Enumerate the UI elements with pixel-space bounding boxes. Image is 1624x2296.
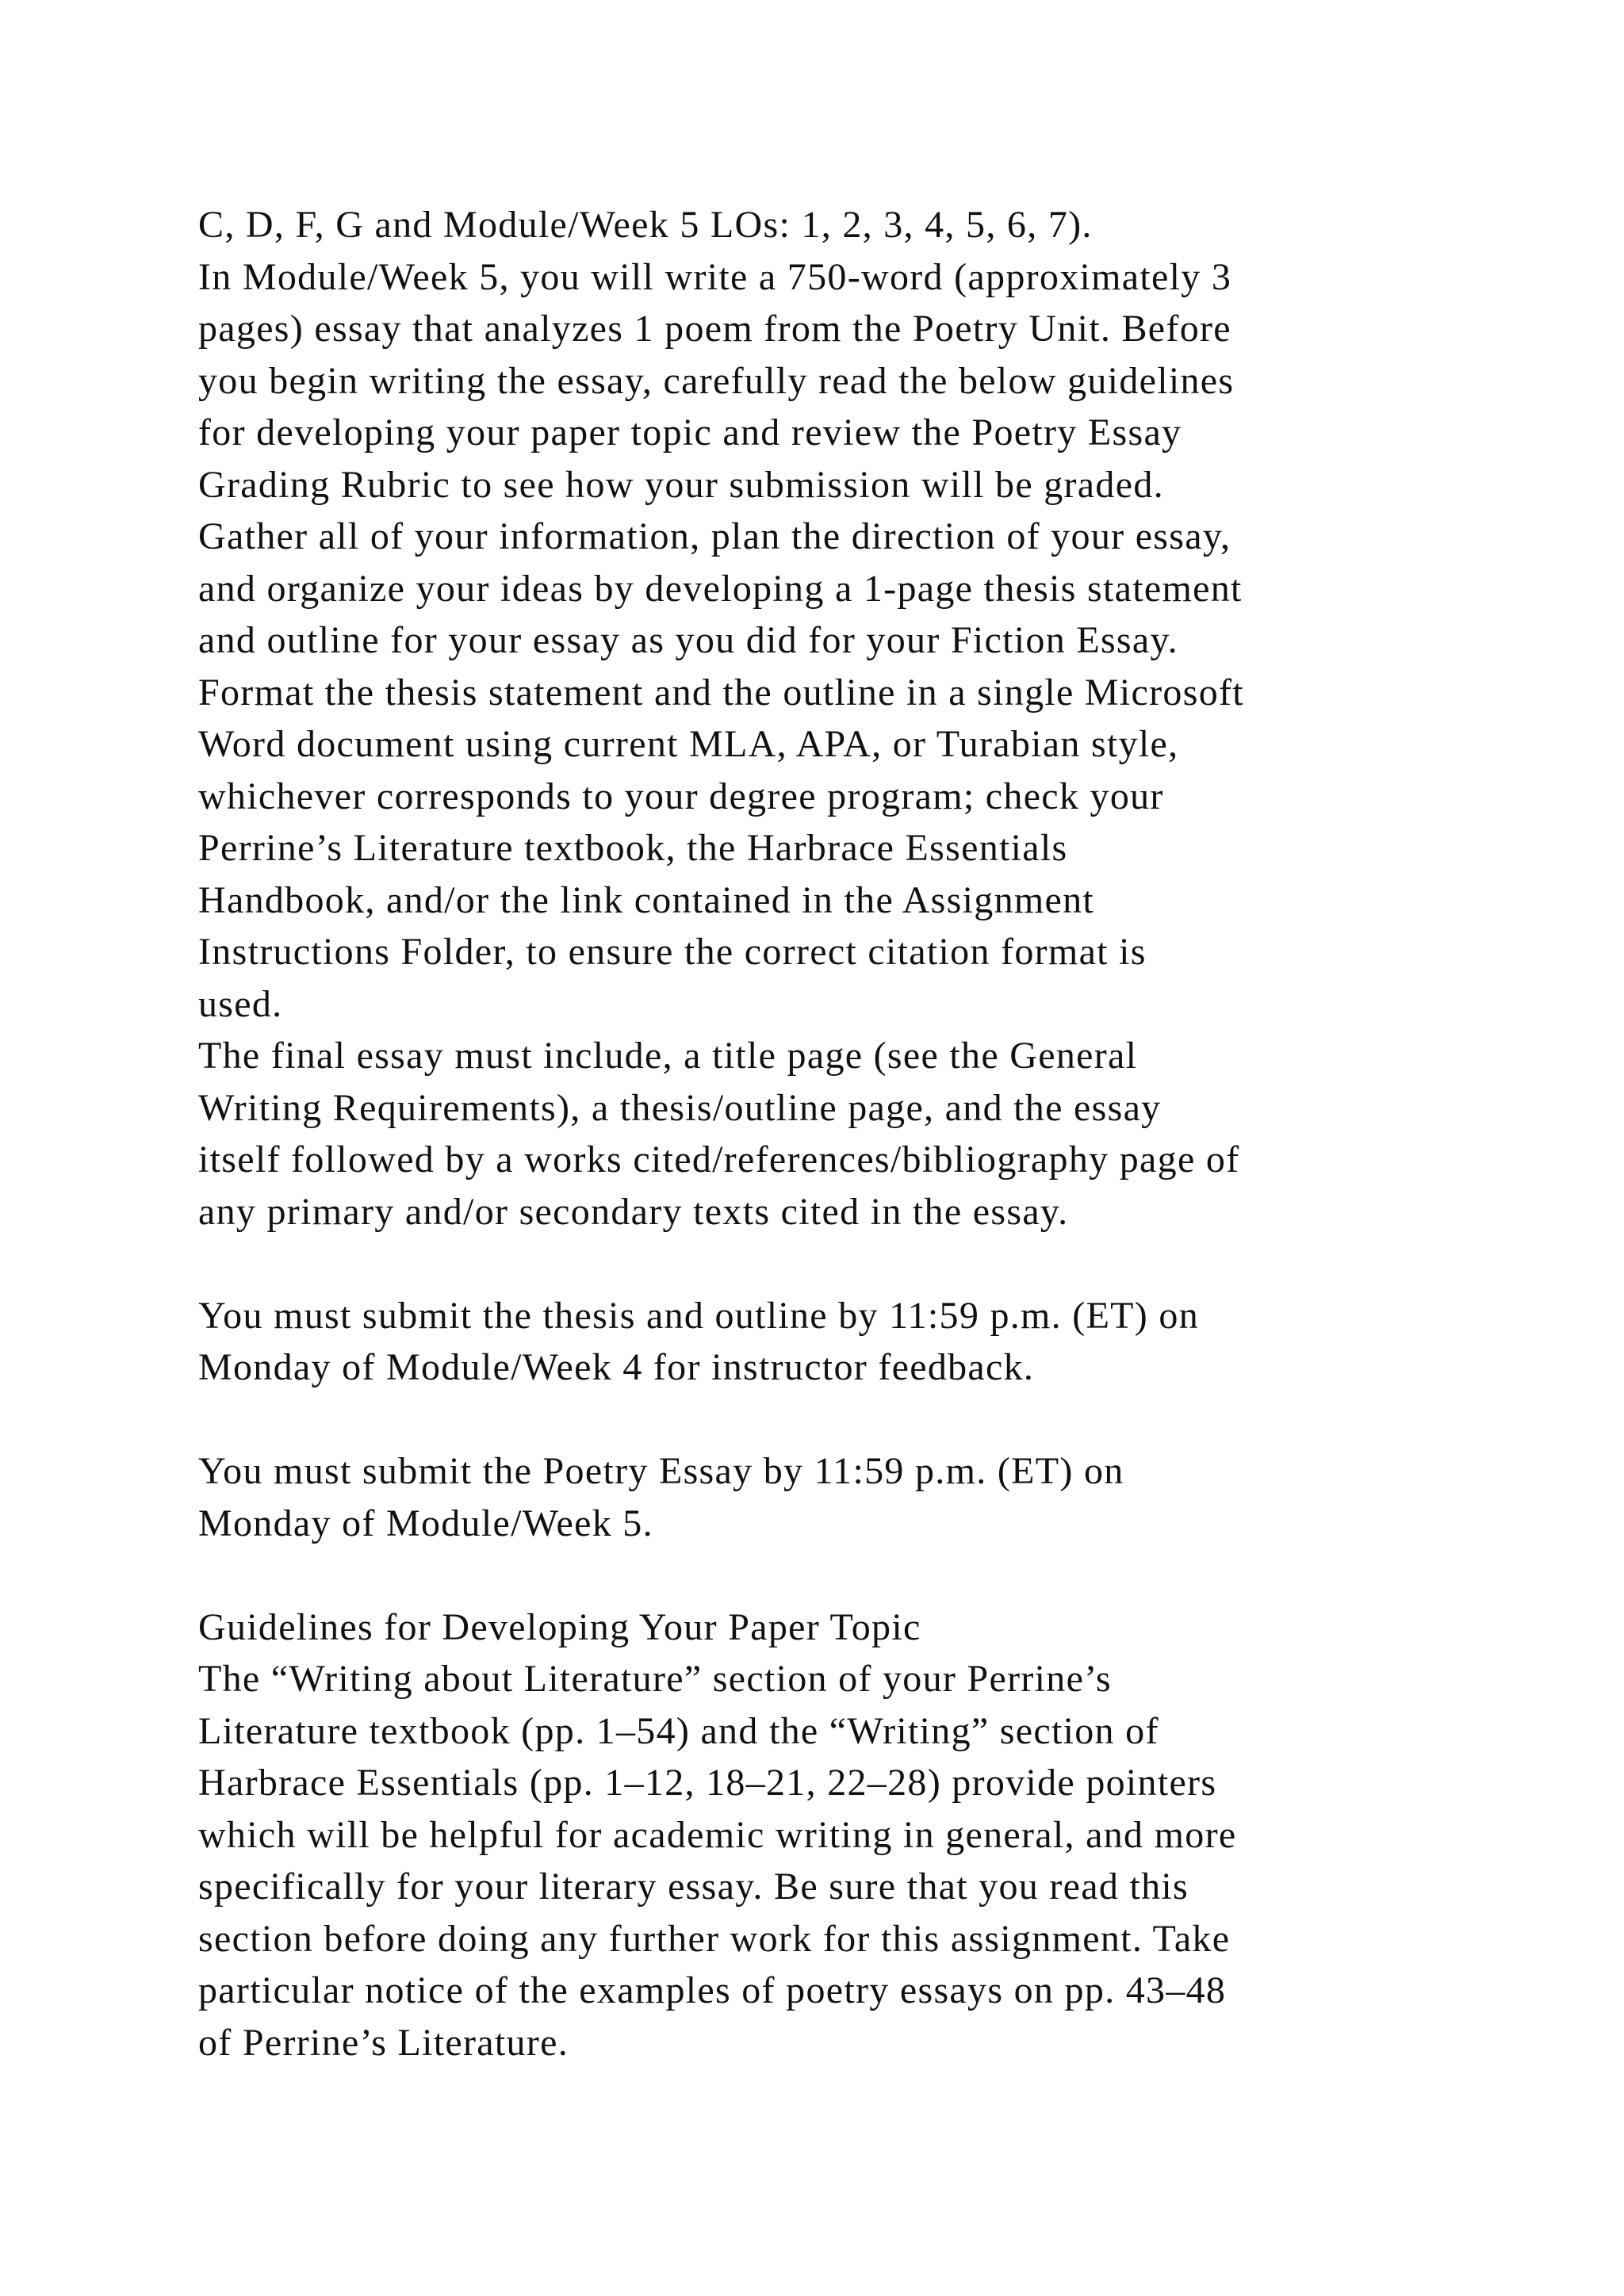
text-line: whichever corresponds to your degree program; check your	[198, 775, 1164, 817]
text-line: Literature textbook (pp. 1–54) and the “Writing” section of	[198, 1709, 1159, 1752]
text-line: itself followed by a works cited/references/bibliography page of	[198, 1138, 1240, 1181]
text-line: pages) essay that analyzes 1 poem from the Poetry Unit. Before	[198, 308, 1231, 350]
text-line: for developing your paper topic and review the Poetry Essay	[198, 411, 1182, 453]
text-line: particular notice of the examples of poetry essays on pp. 43–48	[198, 1969, 1227, 2011]
text-line: Word document using current MLA, APA, or Turabian style,	[198, 723, 1179, 765]
blank-line	[198, 1238, 1546, 1290]
text-line: any primary and/or secondary texts cited in the essay.	[198, 1190, 1069, 1233]
section-heading: Guidelines for Developing Your Paper Topic	[198, 1605, 921, 1648]
text-line: The final essay must include, a title page (see the General	[198, 1035, 1138, 1077]
text-line: Handbook, and/or the link contained in the Assignment	[198, 878, 1095, 921]
text-line: You must submit the Poetry Essay by 11:59 p.m. (ET) on	[198, 1450, 1124, 1492]
text-line: Perrine’s Literature textbook, the Harbrace Essentials	[198, 827, 1068, 869]
text-line: Instructions Folder, to ensure the correct citation format is	[198, 931, 1147, 973]
blank-line	[198, 1549, 1546, 1601]
text-line: and outline for your essay as you did for your Fiction Essay.	[198, 619, 1178, 661]
text-line: Gather all of your information, plan the direction of your essay,	[198, 515, 1231, 557]
text-line: used.	[198, 982, 283, 1025]
text-line: The “Writing about Literature” section of your Perrine’s	[198, 1658, 1112, 1700]
text-line: section before doing any further work for this assignment. Take	[198, 1917, 1231, 1960]
text-line: C, D, F, G and Module/Week 5 LOs: 1, 2, 3, 4, 5, 6, 7).	[198, 204, 1093, 246]
text-line: Writing Requirements), a thesis/outline page, and the essay	[198, 1086, 1162, 1129]
text-line: In Module/Week 5, you will write a 750-word (approximately 3	[198, 255, 1232, 298]
text-line: You must submit the thesis and outline by 11:59 p.m. (ET) on	[198, 1294, 1199, 1337]
text-line: Grading Rubric to see how your submission will be graded.	[198, 463, 1164, 506]
text-line: and organize your ideas by developing a 1-page thesis statement	[198, 567, 1243, 610]
document-page	[198, 199, 1546, 2068]
text-line: specifically for your literary essay. Be sure that you read this	[198, 1866, 1189, 1908]
text-line: which will be helpful for academic writing in general, and more	[198, 1813, 1237, 1856]
text-line: Format the thesis statement and the outline in a single Microsoft	[198, 671, 1244, 714]
blank-line	[198, 1394, 1546, 1446]
text-line: Monday of Module/Week 4 for instructor feedback.	[198, 1346, 1035, 1388]
text-line: you begin writing the essay, carefully read the below guidelines	[198, 359, 1235, 402]
text-line: of Perrine’s Literature.	[198, 2021, 569, 2064]
text-line: Harbrace Essentials (pp. 1–12, 18–21, 22–28) provide pointers	[198, 1762, 1217, 1804]
text-line: Monday of Module/Week 5.	[198, 1502, 653, 1544]
